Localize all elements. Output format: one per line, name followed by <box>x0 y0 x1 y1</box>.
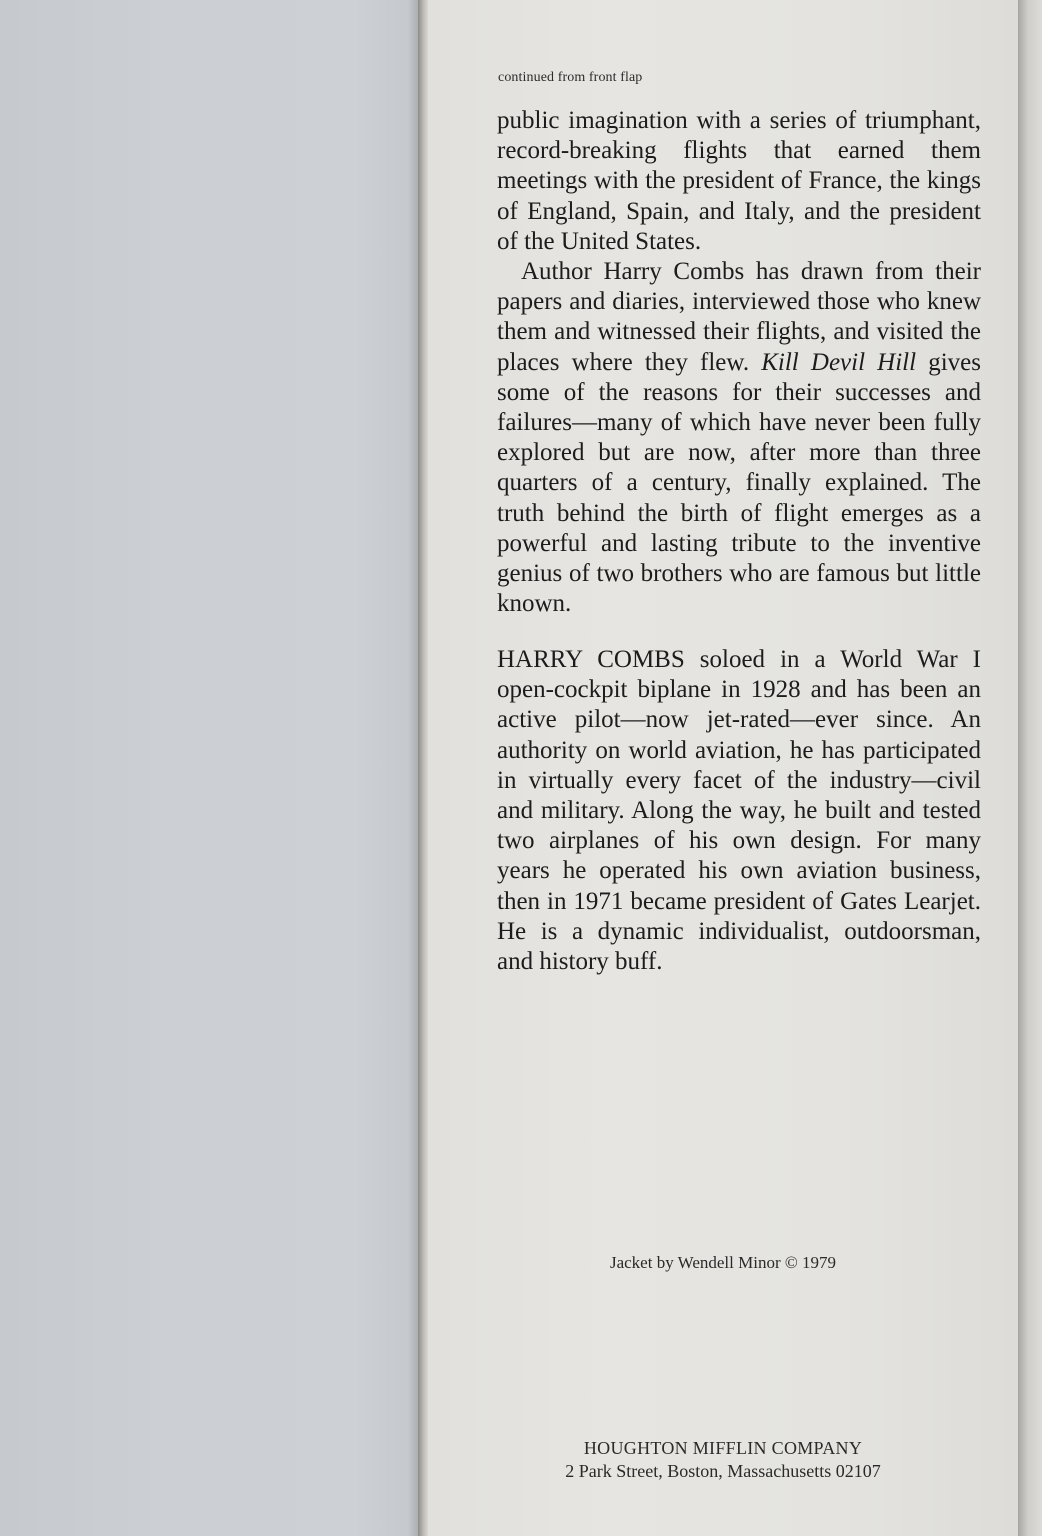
paragraph-2-text <box>497 257 981 619</box>
paragraph-2-part-2: gives some of the reasons for their successes and failures—many of which have never been fully explored but are now, after more than three quarters of a century, finally explained. The truth behind the birth of flight emerges as a powerful and lasting tribute to the inventive genius of two brothers who are famous but little known. <box>497 348 981 618</box>
author-bio <box>497 645 981 977</box>
page-right-edge <box>1018 0 1042 1536</box>
paragraph-2 <box>497 257 981 619</box>
publisher-block <box>428 1436 1018 1482</box>
book-title-italic: Kill Devil Hill <box>761 348 917 376</box>
paragraph-1-text: public imagination with a series of triumphant, record-breaking flights that earned them meetings with the president of France, the kings of England, Spain, and Italy, and the president of the United States. <box>497 107 981 255</box>
publisher-name: HOUGHTON MIFFLIN COMPANY <box>583 1438 863 1458</box>
book-board-left <box>0 0 418 1536</box>
continued-note: continued from front flap <box>498 70 643 85</box>
jacket-credit: Jacket by Wendell Minor © 1979 <box>609 1253 837 1272</box>
paragraph-2-part-1: Author Harry Combs has drawn from their papers and diaries, interviewed those who knew them and witnessed their flights, and visited the places where they flew. <box>497 258 981 376</box>
publisher-address: 2 Park Street, Boston, Massachusetts 02107 <box>565 1461 881 1481</box>
author-bio-text: HARRY COMBS soloed in a World War I open-cockpit biplane in 1928 and has been an active pilot—now jet-rated—ever since. An authority on world aviation, he has participated in virtually every facet of the industry—civil and military. Along the way, he built and tested two airplanes of his own design. For many years he operated his own aviation business, then in 1971 became president of Gates Learjet. He is a dynamic individualist, outdoorsman, and history buff. <box>497 646 981 976</box>
paragraph-1 <box>497 106 981 257</box>
book-gutter <box>418 0 428 1536</box>
board-edge-shadow <box>408 0 418 1536</box>
